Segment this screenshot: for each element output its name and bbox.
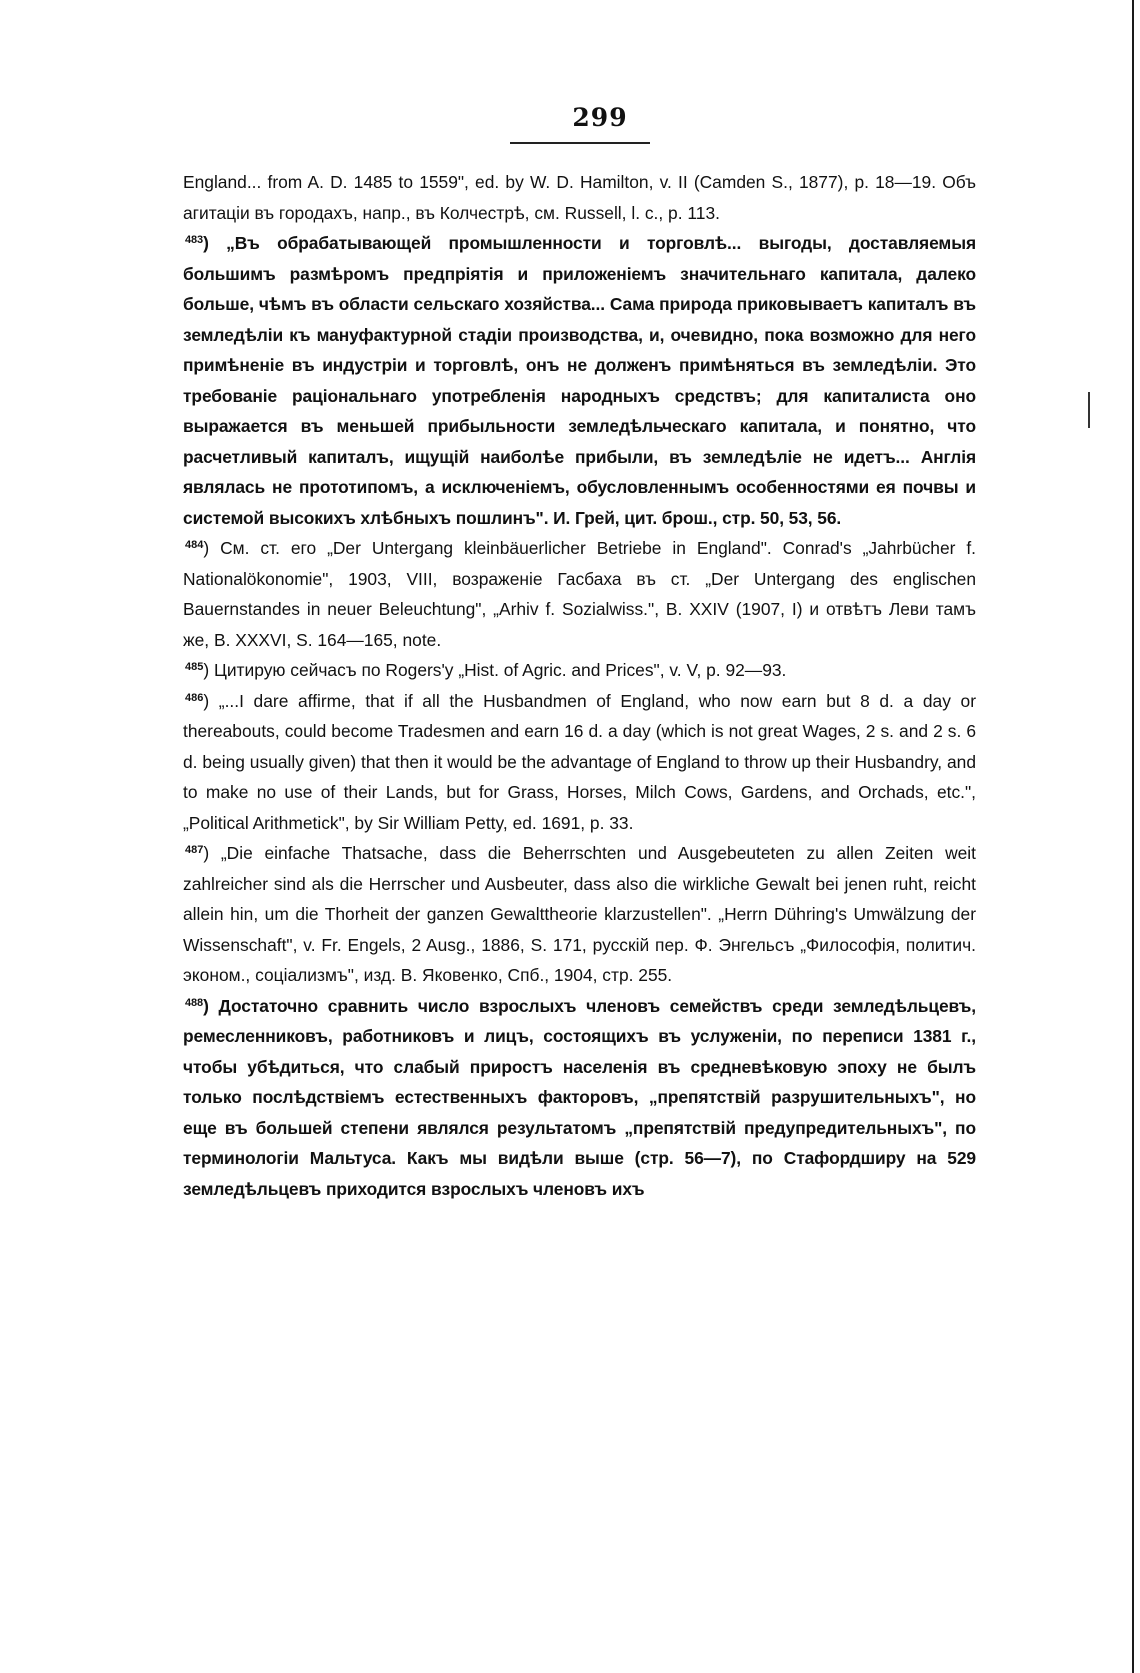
footnote-484 <box>183 533 976 655</box>
page-edge <box>1132 0 1134 1673</box>
footnote-continuation <box>183 167 976 228</box>
footnote-483 <box>183 228 976 533</box>
footnote-486 <box>183 686 976 839</box>
footnote-number: 486 <box>185 691 204 704</box>
page-number: 299 <box>572 103 628 132</box>
footnote-488 <box>183 991 976 1205</box>
footnote-number: 483 <box>185 234 204 246</box>
header-rule <box>510 142 650 144</box>
footnote-number: 484 <box>185 539 204 551</box>
scan-edge-mark <box>1088 392 1090 428</box>
footnote-text: ) „Die einfache Thatsache, dass die Beherrschten und Ausgebeuteten zu allen Zeiten weit zahlreicher sind als die Herrscher und Ausbeuter, dass also die wirkliche Gewalt bei jenen ruht, reicht allein hin, um die Thorheit der ganzen Gewalttheorie klarzustellen". „Herrn Dühring's Umwälzung der Wissenschaft", v. Fr. Engels, 2 Ausg., 1886, S. 171, русскій пер. Ф. Энгельсъ „Философія, политич. эконом., соціализмъ", изд. B. Яковенко, Спб., 1904, стр. 255. <box>183 843 976 985</box>
footnotes-block <box>183 167 976 1204</box>
footnote-text: ) Цитирую сейчасъ по Rogers'у „Hist. of Agric. and Prices", v. V, p. 92—93. <box>203 660 787 680</box>
footnote-text: ) „...I dare affirme, that if all the Husbandmen of England, who now earn but 8 d. a day or thereabouts, could become Tradesmen and earn 16 d. a day (which is not great Wages, 2 s. and 2 s. 6 d. being usually given) that then it would be the advantage of England to throw up their Husbandry, and to make no use of their Lands, but for Grass, Horses, Milch Cows, Gardens, and Orchads, etc.", „Political Arithmetick", by Sir William Petty, ed. 1691, p. 33. <box>183 690 976 833</box>
footnote-text: ) „Въ обрабатывающей промышленности и торговлѣ... выгоды, доставляемыя большимъ размѣромъ предпріятія и приложеніемъ значительнаго капитала, далеко больше, чѣмъ въ области сельскаго хозяйства... Сама природа приковываетъ капиталъ въ земледѣліи къ мануфактурной стадіи производства, и, очевидно, пока возможно для него примѣненіе въ индустріи и торговлѣ, онъ не долженъ примѣняться въ земледѣліи. Это требованіе раціональнаго употребленія народныхъ средствъ; для капиталиста оно выражается въ меньшей прибыльности земледѣльческаго капитала, и понятно, что расчетливый капиталъ, ищущій наиболѣе прибыли, въ земледѣліе не идетъ... Англія являлась не прототипомъ, а исключеніемъ, обусловленнымъ особенностями ея почвы и системой высокихъ хлѣбныхъ пошлинъ". И. Грей, цит. брош., стр. 50, 53, 56. <box>183 233 976 528</box>
footnote-text: ) См. ст. его „Der Untergang kleinbäuerlicher Betriebe in England". Conrad's „Jahrbücher f. Nationalökonomie", 1903, VIII, возраженіе Гасбаха въ ст. „Der Untergang des englischen Bauernstandes in neuer Beleuchtung", „Arhiv f. Sozialwiss.", B. XXIV (1907, I) и отвѣтъ Леви тамъ же, B. XXXVI, S. 164—165, note. <box>183 538 976 650</box>
footnote-487 <box>183 838 976 991</box>
footnote-text: ) Достаточно сравнить число взрослыхъ членовъ семействъ среди земледѣльцевъ, ремесленниковъ, работниковъ и лицъ, состоящихъ въ услуженіи, по переписи 1381 г., чтобы убѣдиться, что слабый приростъ населенія въ средневѣковую эпоху не былъ только послѣдствіемъ естественныхъ факторовъ, „препятствій разрушительныхъ", но еще въ большей степени являлся результатомъ „препятствій предупредительныхъ", по терминологіи Мальтуса. Какъ мы видѣли выше (стр. 56—7), по Стафордширу на 529 земледѣльцевъ приходится взрослыхъ членовъ ихъ <box>183 995 976 1199</box>
footnote-number: 487 <box>185 844 204 856</box>
footnote-485 <box>183 655 976 686</box>
footnote-number: 488 <box>185 996 204 1009</box>
footnote-text: England... from A. D. 1485 to 1559", ed. by W. D. Hamilton, v. II (Camden S., 1877), p. 18—19. Объ агитаціи въ городахъ, напр., въ Колчестрѣ, см. Russell, l. c., p. 113. <box>183 172 976 223</box>
footnote-number: 485 <box>185 661 204 673</box>
